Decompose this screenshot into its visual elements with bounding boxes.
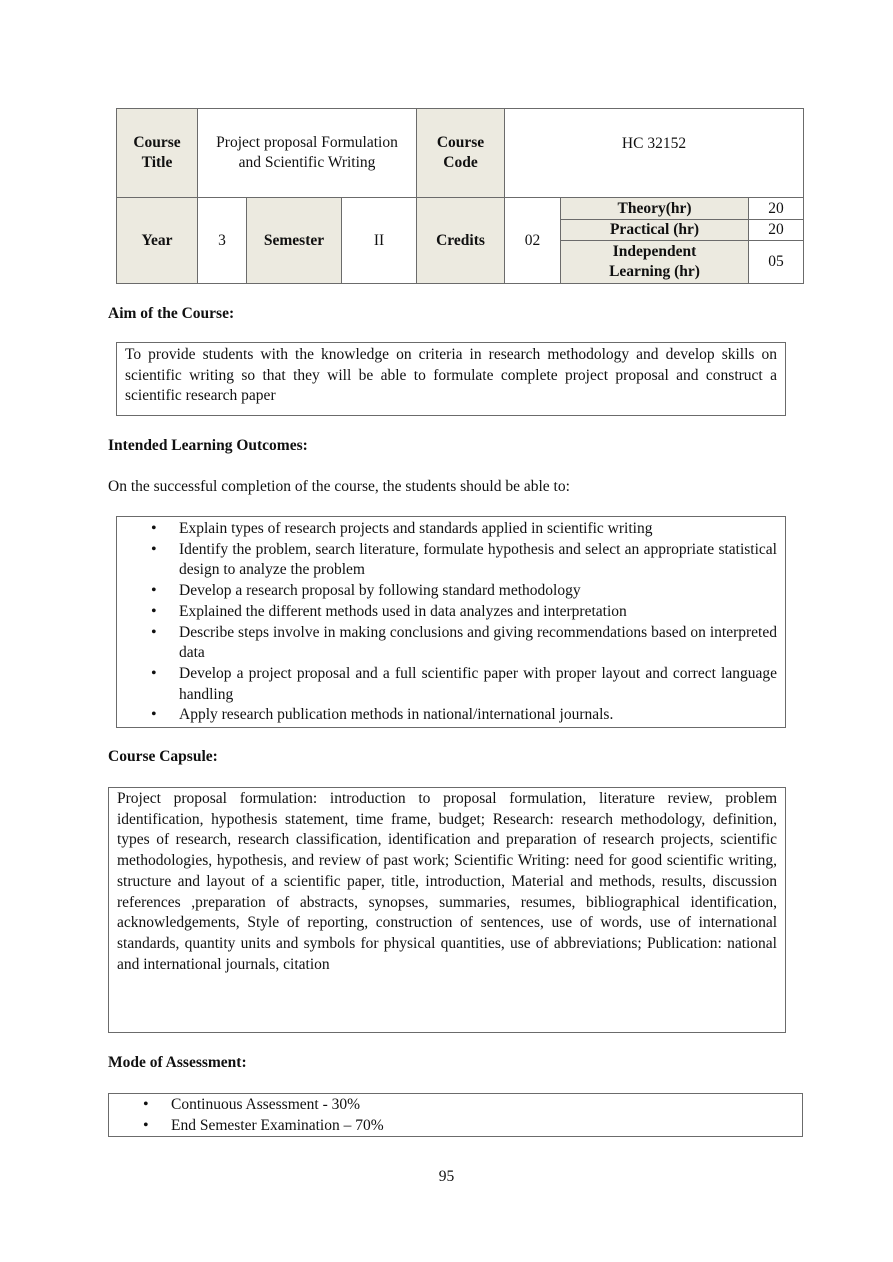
aim-box bbox=[116, 342, 786, 416]
assessment-item: • Continuous Assessment - 30% bbox=[109, 1095, 802, 1116]
independent-learning-value: 05 bbox=[749, 241, 804, 284]
credits-label: Credits bbox=[417, 198, 505, 284]
course-code-label: Course Code bbox=[417, 109, 505, 198]
theory-hours-label: Theory(hr) bbox=[561, 198, 749, 220]
aim-text: To provide students with the knowledge on criteria in research methodology and develop skills on scientific writing so that they will be able to formulate complete project proposal and construct a scientific research paper bbox=[125, 346, 777, 405]
outcome-item: • Explain types of research projects and standards applied in scientific writing bbox=[117, 519, 785, 540]
outcomes-intro: On the successful completion of the course, the students should be able to: bbox=[108, 478, 570, 495]
outcomes-box bbox=[116, 516, 786, 728]
page-number: 95 bbox=[438, 1168, 455, 1185]
practical-hours-value: 20 bbox=[749, 220, 804, 241]
capsule-box bbox=[108, 787, 786, 1033]
independent-learning-label: Independent Learning (hr) bbox=[561, 241, 749, 284]
year-value: 3 bbox=[198, 198, 247, 284]
semester-value: II bbox=[342, 198, 417, 284]
outcome-item: • Apply research publication methods in national/international journals. bbox=[117, 705, 785, 726]
course-title-label: Course Title bbox=[117, 109, 198, 198]
assessment-box bbox=[108, 1093, 803, 1137]
practical-hours-label: Practical (hr) bbox=[561, 220, 749, 241]
capsule-heading: Course Capsule: bbox=[108, 748, 218, 765]
year-label: Year bbox=[117, 198, 198, 284]
assessment-heading: Mode of Assessment: bbox=[108, 1054, 247, 1071]
outcomes-heading: Intended Learning Outcomes: bbox=[108, 437, 308, 454]
outcome-item: • Develop a research proposal by following standard methodology bbox=[117, 581, 785, 602]
credits-value: 02 bbox=[505, 198, 561, 284]
course-code-value: HC 32152 bbox=[505, 109, 804, 198]
outcome-item: • Describe steps involve in making conclusions and giving recommendations based on interpreted data bbox=[117, 623, 785, 664]
outcome-item: • Identify the problem, search literature, formulate hypothesis and select an appropriate statistical design to analyze the problem bbox=[117, 540, 785, 581]
aim-heading: Aim of the Course: bbox=[108, 305, 235, 322]
assessment-item: • End Semester Examination – 70% bbox=[109, 1116, 802, 1137]
semester-label: Semester bbox=[247, 198, 342, 284]
course-info-table bbox=[116, 108, 804, 284]
outcome-item: • Explained the different methods used in data analyzes and interpretation bbox=[117, 602, 785, 623]
course-title-value: Project proposal Formulation and Scientific Writing bbox=[198, 109, 417, 198]
capsule-text: Project proposal formulation: introduction to proposal formulation, literature review, problem identification, hypothesis statement, time frame, budget; Research: research methodology, definition, types of research, research classification, identification and preparation of research projects, scientific methodologies, hypothesis, and review of past work; Scientific Writing: need for good scientific writing, structure and layout of a scientific paper, title, introduction, Material and methods, results, discussion references ,preparation of abstracts, synopses, summaries, resumes, bibliographical identification, acknowledgements, Style of reporting, construction of sentences, use of words, use of international standards, quantity units and symbols for physical quantities, use of abbreviations; Publication: national and international journals, citation bbox=[117, 790, 777, 973]
outcome-item: • Develop a project proposal and a full scientific paper with proper layout and correct language handling bbox=[117, 664, 785, 705]
theory-hours-value: 20 bbox=[749, 198, 804, 220]
